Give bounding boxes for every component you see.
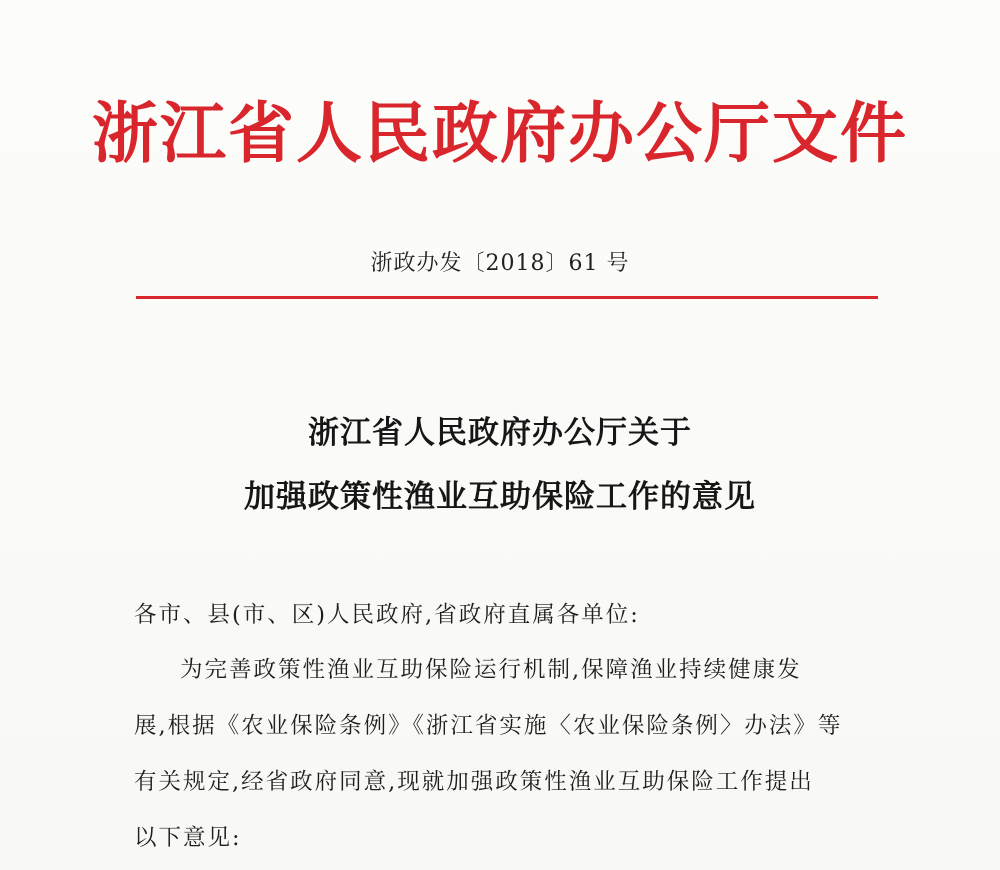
document-header-title: 浙江省人民政府办公厅文件 bbox=[92, 94, 908, 172]
body-line-3: 有关规定,经省政府同意,现就加强政策性渔业互助保险工作提出 bbox=[134, 769, 814, 795]
body-line-1: 为完善政策性渔业互助保险运行机制,保障渔业持续健康发 bbox=[180, 657, 802, 683]
document-title-line-2: 加强政策性渔业互助保险工作的意见 bbox=[244, 479, 756, 515]
document-title-line-1: 浙江省人民政府办公厅关于 bbox=[308, 415, 692, 451]
salutation: 各市、县(市、区)人民政府,省政府直属各单位: bbox=[134, 602, 640, 628]
body-line-2: 展,根据《农业保险条例》《浙江省实施〈农业保险条例〉办法》等 bbox=[134, 713, 843, 739]
red-divider-line bbox=[136, 296, 878, 299]
body-line-4: 以下意见: bbox=[134, 825, 242, 851]
document-number: 浙政办发〔2018〕61 号 bbox=[370, 251, 630, 276]
